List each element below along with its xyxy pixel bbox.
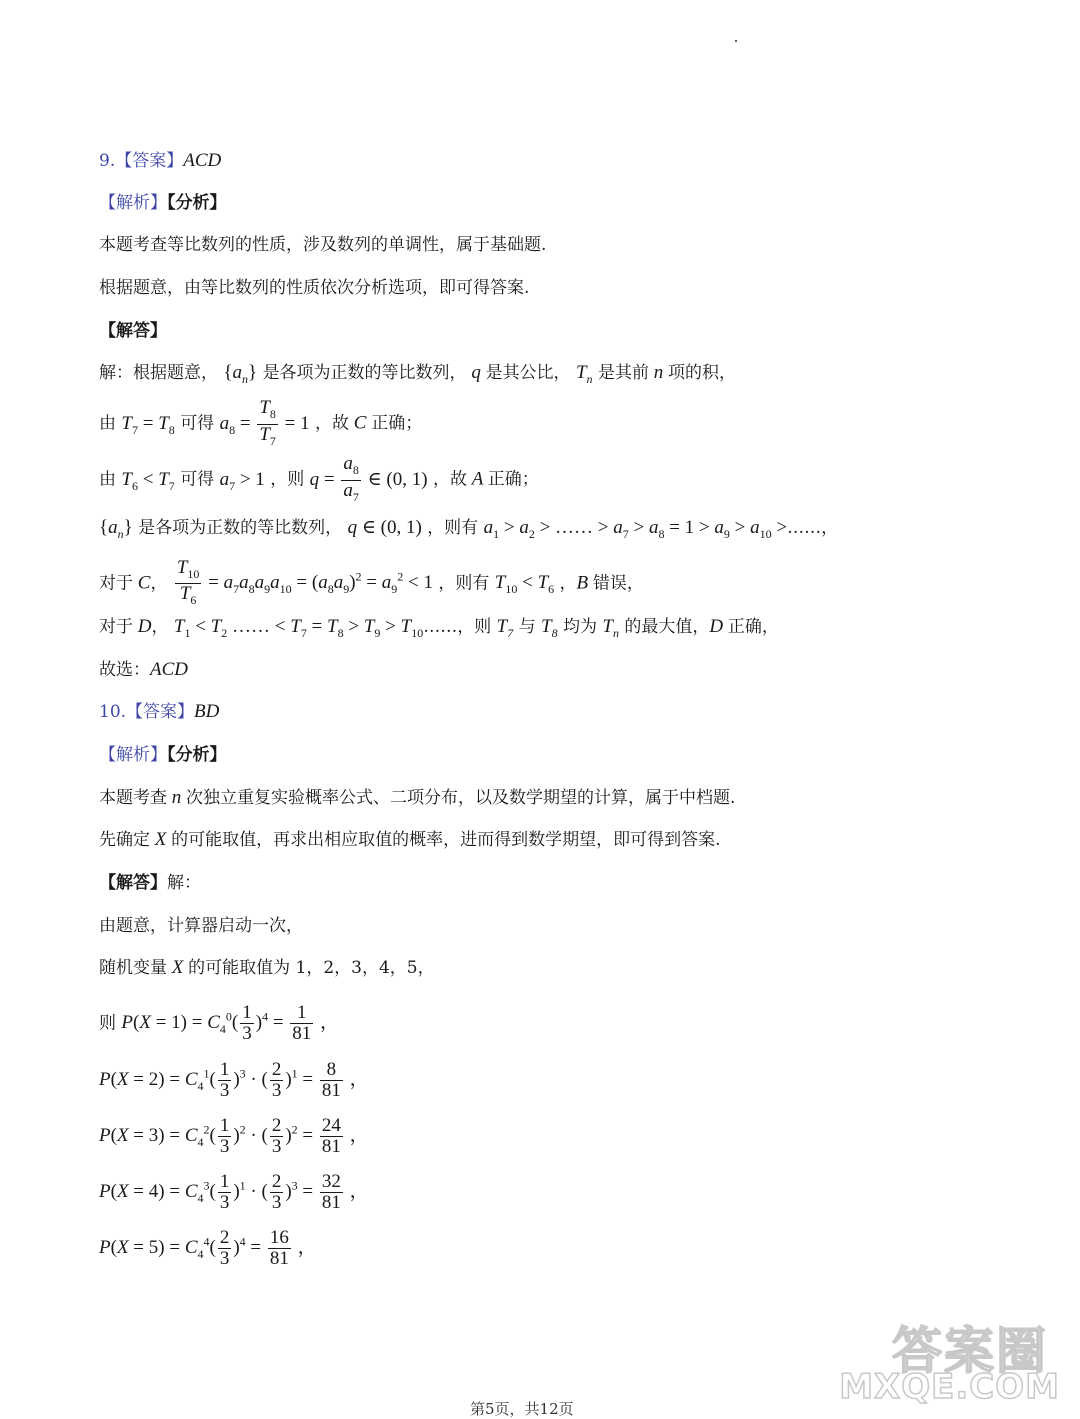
text: 错误， bbox=[592, 573, 644, 594]
math-sequence-chain: $a_1 > a_2$ > …… > $a_7 > a_8 = 1 > a_9 > a_{10}$ > bbox=[483, 517, 788, 541]
text: ，故 bbox=[315, 413, 350, 434]
q9-analysis-2: 根据题意，由等比数列的性质依次分析选项，即可得答案. bbox=[99, 278, 530, 298]
math-Tn: $T_n$ bbox=[602, 616, 619, 640]
q9-answer-tag: 【答案】 bbox=[115, 151, 184, 171]
math-B: B bbox=[576, 572, 593, 594]
math-n: n bbox=[167, 787, 186, 808]
text: ……， bbox=[787, 518, 839, 538]
q10-solution-1: 由题意，计算器启动一次， bbox=[99, 916, 303, 936]
q10-number: 10. bbox=[99, 702, 127, 722]
q9-answer-line bbox=[99, 149, 221, 173]
math-q-range: q = $\frac{a_8}{a_7}$ ∈ (0, 1) bbox=[309, 453, 428, 504]
text: ， bbox=[559, 573, 577, 594]
text: 解： bbox=[167, 873, 201, 893]
q9-jiexi-line bbox=[99, 191, 227, 215]
text: 对于 bbox=[99, 573, 133, 594]
math-T8: $T_8$ bbox=[541, 616, 558, 640]
text: 由 bbox=[99, 469, 116, 490]
math-p-x4: $P(X = 4) = C_4^3$( $\frac{1}{3}$ )$^1$ · ( $\frac{2}{3}$ )$^3$ = $\frac{32}{81}$ ， bbox=[99, 1171, 369, 1214]
q10-analysis-1 bbox=[99, 786, 735, 810]
math-X: X bbox=[150, 829, 172, 850]
text: 本题考查 bbox=[99, 788, 167, 808]
q9-number: 9. bbox=[99, 151, 116, 171]
q9-solution-1 bbox=[99, 361, 736, 391]
q10-prob-x5 bbox=[99, 1218, 317, 1278]
q9-jiexi-tag: 【解析】 bbox=[99, 193, 167, 213]
math-an: $\{a_n\}$ bbox=[223, 362, 258, 386]
text: 解：根据题意， bbox=[99, 363, 218, 383]
math-T7-eq-T8: $T_7 = T_8$ bbox=[121, 412, 175, 437]
math-T10-lt-T6: $T_{10} < T_6$ bbox=[494, 572, 555, 597]
text: 是其前 bbox=[597, 363, 649, 383]
text: ，则 bbox=[270, 469, 305, 490]
text: 是各项为正数的等比数列， bbox=[262, 363, 467, 383]
text: 与 bbox=[518, 617, 536, 637]
text: ……，则 bbox=[423, 617, 492, 637]
watermark-line1: 答案圈 bbox=[892, 1322, 1048, 1380]
text: 正确， bbox=[727, 617, 779, 637]
math-a8: $a_8$ = $\frac{T_8}{T_7}$ = 1 bbox=[219, 397, 310, 448]
q10-jiexi-tag: 【解析】 bbox=[99, 745, 167, 765]
q10-prob-x4 bbox=[99, 1162, 369, 1222]
q10-answer-line bbox=[99, 700, 219, 724]
text: 均为 bbox=[562, 617, 597, 637]
math-D: D bbox=[133, 616, 152, 637]
math-X: X bbox=[167, 957, 189, 978]
text: 故选： bbox=[99, 660, 150, 680]
q9-fenxi-tag: 【分析】 bbox=[167, 193, 227, 213]
text: 随机变量 bbox=[99, 958, 167, 978]
math-p-x1: $P(X = 1) = C_4^0$( $\frac{1}{3}$ )$^4$ = $\frac{1}{81}$ ， bbox=[121, 1002, 340, 1045]
q10-fenxi-tag: 【分析】 bbox=[167, 745, 227, 765]
text: 正确； bbox=[487, 469, 539, 490]
text: 的可能取值为 1，2，3，4，5， bbox=[188, 958, 435, 978]
text: ，则有 bbox=[438, 573, 490, 594]
math-n: n bbox=[648, 362, 668, 383]
text: 对于 bbox=[99, 617, 133, 637]
math-q: q bbox=[466, 362, 486, 383]
q10-analysis-2 bbox=[99, 828, 721, 852]
text: 是各项为正数的等比数列， bbox=[138, 518, 343, 538]
q9-solution-6: 对于 D， $T_1 < T_2$ …… < $T_7 = T_8 > T_9$ > $T_{10}\dots\dots$，则 $T_7$ 与 $T_8$ 均为 $T_n$ 的最大值，D 正确， bbox=[99, 616, 779, 640]
q10-solution-2 bbox=[99, 956, 435, 980]
q9-analysis-1: 本题考查等比数列的性质，涉及数列的单调性，属于基础题. bbox=[99, 235, 547, 255]
math-T7: $T_7$ bbox=[496, 616, 514, 640]
text: 可得 bbox=[180, 413, 215, 434]
math-Tn: $T_n$ bbox=[575, 362, 593, 386]
page-footer: 第5页，共12页 bbox=[470, 1400, 574, 1418]
math-C: C bbox=[349, 412, 372, 434]
watermark-line2: MXQE.COM bbox=[839, 1367, 1060, 1407]
stray-dot bbox=[735, 40, 737, 42]
text: 次独立重复实验概率公式、二项分布，以及数学期望的计算，属于中档题. bbox=[186, 788, 736, 808]
q9-solution-3 bbox=[99, 454, 539, 509]
text: 由 bbox=[99, 413, 116, 434]
text: 则 bbox=[99, 1013, 116, 1034]
math-T6-lt-T7: $T_6 < T_7$ bbox=[121, 468, 175, 493]
math-T10-over-T6: $\frac{T_{10}}{T_6}$ = $a_7a_8a_9a_{10} = (a_8a_9)^2 = a_9^2 < 1$ bbox=[176, 556, 433, 608]
text: 的可能取值，再求出相应取值的概率，进而得到数学期望，即可得到答案. bbox=[171, 830, 721, 850]
math-p-x5: $P(X = 5) = C_4^4$( $\frac{2}{3}$ )$^4$ = $\frac{16}{81}$ ， bbox=[99, 1227, 317, 1270]
math-q-in: q ∈ (0, 1) bbox=[347, 517, 422, 538]
math-p-x2: $P(X = 2) = C_4^1$( $\frac{1}{3}$ )$^3$ · ( $\frac{2}{3}$ )$^1$ = $\frac{8}{81}$ ， bbox=[99, 1059, 369, 1102]
math-a7-gt-1: $a_7 > 1$ bbox=[219, 468, 265, 493]
q9-solution-2 bbox=[99, 398, 422, 453]
q9-jieda-tag: 【解答】 bbox=[99, 321, 167, 341]
math-T-chain: $T_1 < T_2$ …… < $T_7 = T_8 > T_9 > T_{10}$ bbox=[173, 616, 424, 640]
text: 是其公比， bbox=[485, 363, 571, 383]
math-C: C bbox=[133, 572, 151, 594]
q10-prob-x1 bbox=[99, 993, 339, 1053]
text: 先确定 bbox=[99, 830, 150, 850]
q9-answer: ACD bbox=[183, 150, 222, 171]
q10-jieda-line bbox=[99, 871, 201, 895]
q10-jiexi-line bbox=[99, 743, 227, 767]
q10-jieda-tag: 【解答】 bbox=[99, 873, 167, 893]
math-p-x3: $P(X = 3) = C_4^2$( $\frac{1}{3}$ )$^2$ · ( $\frac{2}{3}$ )$^2$ = $\frac{24}{81}$ ， bbox=[99, 1115, 369, 1158]
text: ，故 bbox=[432, 469, 467, 490]
math-an: $\{a_n\}$ bbox=[99, 517, 133, 541]
q10-answer: BD bbox=[194, 701, 220, 722]
math-A: A bbox=[466, 468, 488, 490]
q10-prob-x3 bbox=[99, 1106, 369, 1166]
math-D: D bbox=[709, 616, 728, 637]
text: ，则有 bbox=[427, 518, 479, 538]
text: 可得 bbox=[180, 469, 215, 490]
q9-conclusion-answer: ACD bbox=[150, 659, 188, 680]
q9-solution-5: 对于 C， $\frac{T_{10}}{T_6}$ = $a_7a_8a_9a_{10} = (a_8a_9)^2 = a_9^2 < 1$ ，则有 $T_{10} < T_6$ ，B 错误， bbox=[99, 556, 644, 608]
text: 正确； bbox=[371, 413, 423, 434]
text: 的最大值， bbox=[624, 617, 710, 637]
q10-prob-x2 bbox=[99, 1050, 369, 1110]
q10-answer-tag: 【答案】 bbox=[126, 702, 195, 722]
q9-solution-4 bbox=[99, 516, 838, 546]
text: 项的积， bbox=[667, 363, 736, 383]
q9-conclusion bbox=[99, 658, 188, 682]
watermark-logo bbox=[839, 1311, 1068, 1411]
